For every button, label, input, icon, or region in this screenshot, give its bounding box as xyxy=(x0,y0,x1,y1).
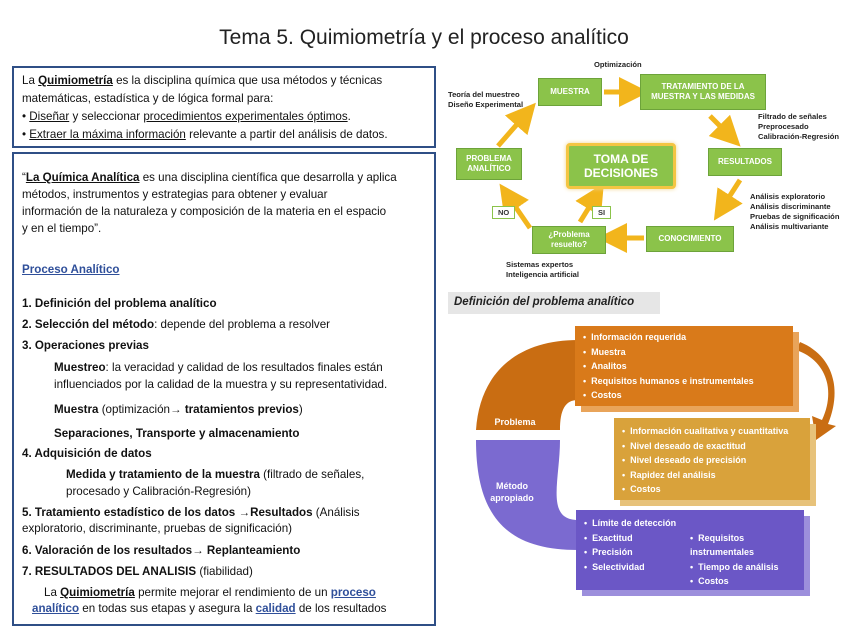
p3-item: • Tiempo de análisis xyxy=(690,560,796,575)
term-quimiometria: Quimiometría xyxy=(38,74,113,87)
caption-inteligencia-artificial: Inteligencia artificial xyxy=(506,270,580,279)
p2-item: • Rapidez del análisis xyxy=(622,468,802,483)
label-metodo-apropiado: Método apropiado xyxy=(490,481,534,503)
text: permite mejorar el rendimiento de un xyxy=(134,586,331,599)
def-line3: información de la naturaleza y composición de la materia en el espacio xyxy=(22,205,387,218)
text: (optimización→ xyxy=(98,403,185,416)
def-line2: métodos, instrumentos y estrategias para obtener y evaluar xyxy=(22,188,328,201)
step-4: 4. Adquisición de datos xyxy=(22,447,152,460)
caption-filtrado: Filtrado de señales xyxy=(758,112,827,121)
text: La xyxy=(44,586,61,599)
step-4a-line2: procesado y Calibración-Regresión) xyxy=(66,485,251,498)
text: : la veracidad y calidad de los resultados finales están xyxy=(105,361,383,374)
text: Extraer la máxima información xyxy=(29,128,186,141)
caption-calibracion: Calibración-Regresión xyxy=(758,132,840,141)
node-resultados: RESULTADOS xyxy=(708,148,782,176)
text: Diseñar xyxy=(29,110,70,123)
text: relevante a partir del análisis de datos. xyxy=(185,128,388,141)
text: calidad xyxy=(255,602,296,615)
step-3: 3. Operaciones previas xyxy=(22,339,149,352)
p3-item: • Exactitud xyxy=(584,531,690,546)
node-problema-analitico: PROBLEMA ANALÍTICO xyxy=(456,148,522,180)
p3-item: • Costos xyxy=(690,574,796,589)
caption-teoria-muestreo: Teoría del muestreo xyxy=(448,90,520,99)
text: (Análisis xyxy=(312,506,360,519)
node-problema-resuelto: ¿Problema resuelto? xyxy=(532,226,606,254)
caption-diseno-experimental: Diseño Experimental xyxy=(448,100,524,109)
page-title: Tema 5. Quimiometría y el proceso analítico xyxy=(219,26,629,49)
tag-no: NO xyxy=(492,206,515,219)
caption-sistemas-expertos: Sistemas expertos xyxy=(506,260,574,269)
p2-item: • Información cualitativa y cuantitativa xyxy=(622,424,802,439)
def-line4: y en el tiempo”. xyxy=(22,222,102,235)
step-3a-line2: influenciados por la calidad de la muestra y su representatividad. xyxy=(54,378,388,391)
text: “ xyxy=(22,171,26,184)
p1-item: • Analitos xyxy=(583,359,785,374)
text: Muestreo xyxy=(54,361,106,374)
box1-bullet1: • Diseñar y seleccionar procedimientos experimentales óptimos. xyxy=(22,110,351,123)
caption-analisis-exploratorio: Análisis exploratorio xyxy=(750,192,826,201)
text: en todas sus etapas y asegura la xyxy=(79,602,256,615)
caption-optimizacion: Optimización xyxy=(594,60,642,69)
label-problema-analitico: Problema analítico xyxy=(494,417,536,439)
p3-item: • Requisitos instrumentales xyxy=(690,531,796,560)
p1-item: • Información requerida xyxy=(583,330,785,345)
p3-item: • Precisión xyxy=(584,545,690,560)
text: (fiabilidad) xyxy=(196,565,253,578)
text: ) xyxy=(298,403,303,416)
caption-pruebas-significacion: Pruebas de significación xyxy=(750,212,840,221)
p1-item: • Costos xyxy=(583,388,785,403)
term-quimica-analitica: La Química Analítica xyxy=(25,171,140,184)
text: (filtrado de señales, xyxy=(259,468,365,481)
text: es la disciplina química que usa métodos y técnicas xyxy=(112,74,383,87)
step-6: 6. Valoración de los resultados→ Replanteamiento xyxy=(22,544,301,557)
text: tratamientos previos xyxy=(184,403,299,416)
text: y seleccionar xyxy=(69,110,144,123)
text: Muestra xyxy=(54,403,99,416)
step-5-line2: exploratorio, discriminante, pruebas de significación) xyxy=(22,522,293,535)
text: analítico xyxy=(32,602,80,615)
text: 2. Selección del método xyxy=(22,318,155,331)
section-proceso-analitico: Proceso Analítico xyxy=(22,263,120,276)
tag-si: SI xyxy=(592,206,611,219)
node-toma-decisiones: TOMA DE DECISIONES xyxy=(566,143,676,189)
caption-analisis-multivariante: Análisis multivariante xyxy=(750,222,829,231)
text: es una disciplina científica que desarrolla y aplica xyxy=(139,171,397,184)
p3-item: • Límite de detección xyxy=(584,516,690,531)
text: procedimientos experimentales óptimos xyxy=(143,110,348,123)
p1-item: • Requisitos humanos e instrumentales xyxy=(583,374,785,389)
p2-item: • Costos xyxy=(622,482,802,497)
caption-preprocesado: Preprocesado xyxy=(758,122,809,131)
text: La xyxy=(22,74,39,87)
p3-item: • Selectividad xyxy=(584,560,690,575)
text: proceso xyxy=(330,586,376,599)
text: 5. Tratamiento estadístico de los datos →Resultados xyxy=(22,506,313,519)
node-tratamiento: TRATAMIENTO DE LA MUESTRA Y LAS MEDIDAS xyxy=(640,74,766,110)
text: 7. RESULTADOS DEL ANALISIS xyxy=(22,565,197,578)
text: Medida y tratamiento de la muestra xyxy=(66,468,260,481)
panel-informacion-cualitativa xyxy=(614,418,810,500)
text: . xyxy=(347,110,351,123)
caption-analisis-discriminante: Análisis discriminante xyxy=(750,202,831,211)
box1-line2: matemáticas, estadística y de lógica formal para: xyxy=(22,92,274,105)
p2-item: • Nivel deseado de exactitud xyxy=(622,439,802,454)
p2-item: • Nivel deseado de precisión xyxy=(622,453,802,468)
panel-limite-deteccion xyxy=(576,510,804,590)
text: : depende del problema a resolver xyxy=(154,318,331,331)
node-conocimiento: CONOCIMIENTO xyxy=(646,226,734,252)
node-muestra: MUESTRA xyxy=(538,78,602,106)
text: de los resultados xyxy=(295,602,387,615)
text: Quimiometría xyxy=(60,586,135,599)
definicion-title: Definición del problema analítico xyxy=(448,292,660,314)
step-3c: Separaciones, Transporte y almacenamiento xyxy=(54,427,300,440)
p1-item: • Muestra xyxy=(583,345,785,360)
box1-bullet2: • Extraer la máxima información relevante a partir del análisis de datos. xyxy=(22,128,388,141)
step-1: 1. Definición del problema analítico xyxy=(22,297,217,310)
panel-informacion-requerida xyxy=(575,326,793,406)
